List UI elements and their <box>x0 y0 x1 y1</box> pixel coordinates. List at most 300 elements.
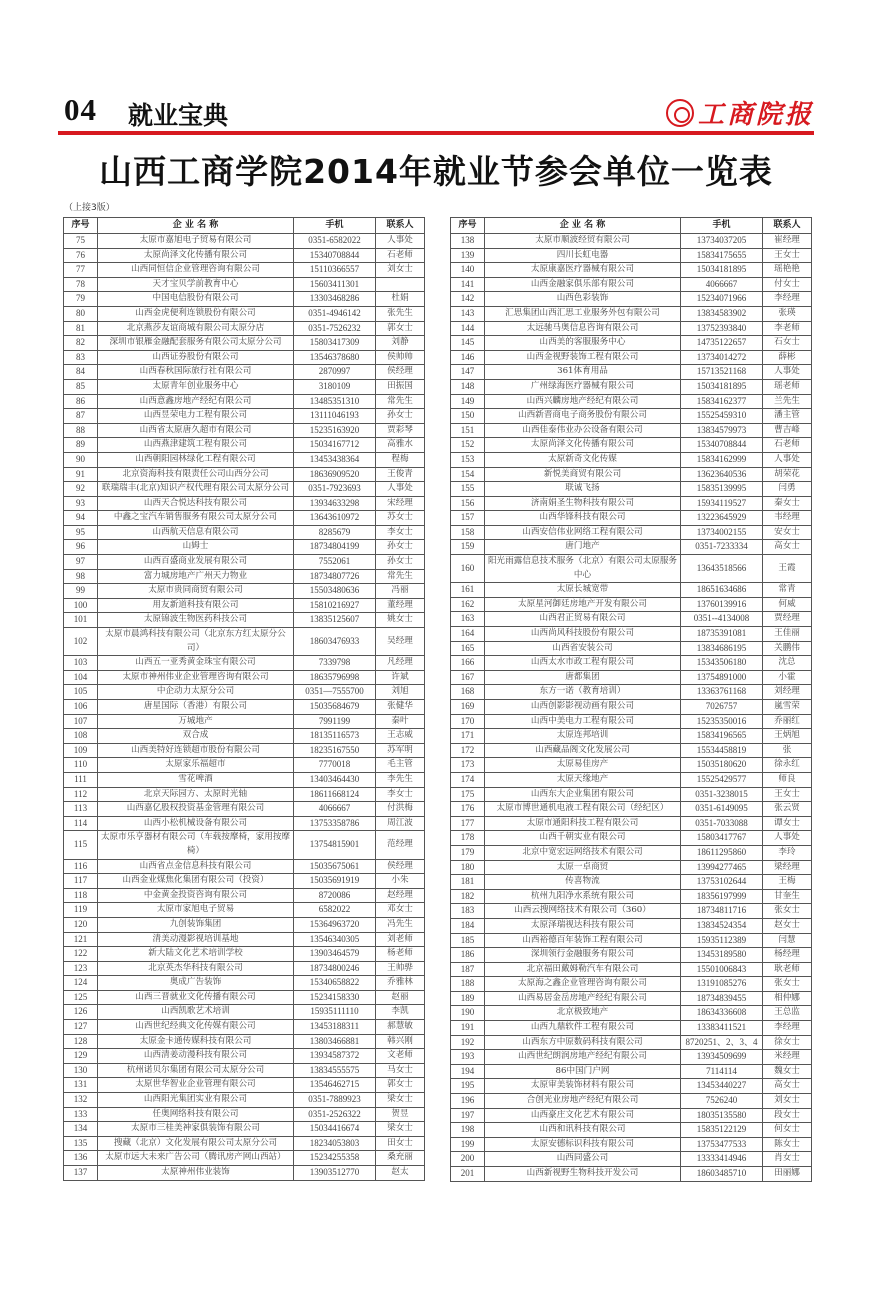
company-name: 山西燕津建筑工程有限公司 <box>98 438 294 453</box>
company-name: 太原泽瑞视达科技有限公司 <box>485 918 681 933</box>
phone-number: 15035180620 <box>681 758 763 773</box>
company-name: 山西世纪朗润房地产经纪有限公司 <box>485 1050 681 1065</box>
row-number: 191 <box>451 1021 485 1036</box>
table-row <box>64 917 425 932</box>
company-name: 山西世纪经典文化传媒有限公司 <box>98 1020 294 1035</box>
company-name: 太原市神州伟业企业管理咨询有限公司 <box>98 670 294 685</box>
contact-person: 宋经理 <box>376 496 425 511</box>
table-row <box>451 597 812 612</box>
table-row <box>64 423 425 438</box>
contact-person: 张瑛 <box>763 306 812 321</box>
row-number: 79 <box>64 292 98 307</box>
table-row <box>451 948 812 963</box>
col-header-phone: 手机 <box>681 218 763 234</box>
contact-person: 张云贤 <box>763 802 812 817</box>
company-name: 山西豪庄文化艺术有限公司 <box>485 1108 681 1123</box>
company-name: 太原青年创业服务中心 <box>98 379 294 394</box>
phone-number: 18734811716 <box>681 904 763 919</box>
contact-person: 王炳旭 <box>763 729 812 744</box>
col-header-contact: 联系人 <box>763 218 812 234</box>
table-row <box>451 511 812 526</box>
table-row <box>64 467 425 482</box>
row-number: 139 <box>451 248 485 263</box>
company-name: 山西东大企业集团有限公司 <box>485 787 681 802</box>
company-name: 雪花啤酒 <box>98 772 294 787</box>
row-number: 144 <box>451 321 485 336</box>
table-row <box>64 903 425 918</box>
table-row <box>451 583 812 598</box>
table-row <box>451 452 812 467</box>
phone-number: 18734800246 <box>294 961 376 976</box>
phone-number: 18734807726 <box>294 569 376 584</box>
row-number: 107 <box>64 714 98 729</box>
contact-person: 冯先生 <box>376 917 425 932</box>
company-name: 新悦美商贸有限公司 <box>485 467 681 482</box>
col-header-no: 序号 <box>64 218 98 234</box>
table-row <box>451 787 812 802</box>
phone-number: 0351--4134008 <box>681 612 763 627</box>
phone-number: 18035135580 <box>681 1108 763 1123</box>
company-name: 北京英杰华科技有限公司 <box>98 961 294 976</box>
company-name: 山西色彩装饰 <box>485 292 681 307</box>
row-number: 187 <box>451 962 485 977</box>
row-number: 192 <box>451 1035 485 1050</box>
company-name: 太原市通阳科技工程有限公司 <box>485 816 681 831</box>
company-name: 山西东方中原数码科技有限公司 <box>485 1035 681 1050</box>
table-row <box>451 875 812 890</box>
table-row <box>451 1152 812 1167</box>
contact-person: 付女士 <box>763 277 812 292</box>
table-row <box>451 991 812 1006</box>
contact-person: 李经理 <box>763 1021 812 1036</box>
row-number: 182 <box>451 889 485 904</box>
phone-number: 13834583902 <box>681 306 763 321</box>
phone-number: 18611668124 <box>294 787 376 802</box>
contact-person: 师良 <box>763 772 812 787</box>
contact-person: 石老师 <box>376 248 425 263</box>
row-number: 161 <box>451 583 485 598</box>
table-row <box>451 918 812 933</box>
company-name: 联瑞瑞丰(北京)知识产权代理有限公司太原分公司 <box>98 482 294 497</box>
phone-number: 13803466881 <box>294 1034 376 1049</box>
contact-person: 王女士 <box>763 248 812 263</box>
contact-person: 贺昱 <box>376 1107 425 1122</box>
phone-number: 15034416674 <box>294 1122 376 1137</box>
phone-number: 15935111110 <box>294 1005 376 1020</box>
contact-person: 杨老师 <box>376 947 425 962</box>
phone-number: 0351-7233334 <box>681 540 763 555</box>
company-name: 山西金虎便利连锁股份有限公司 <box>98 306 294 321</box>
contact-person: 嵐雪荣 <box>763 700 812 715</box>
table-row <box>64 990 425 1005</box>
contact-person: 姚女士 <box>376 613 425 628</box>
contact-person: 人事处 <box>376 234 425 249</box>
phone-number: 15034167712 <box>294 438 376 453</box>
phone-number: 13752393840 <box>681 321 763 336</box>
phone-number: 15525429577 <box>681 772 763 787</box>
row-number: 149 <box>451 394 485 409</box>
row-number: 93 <box>64 496 98 511</box>
company-name: 山西朝阳园林绿化工程有限公司 <box>98 452 294 467</box>
row-number: 128 <box>64 1034 98 1049</box>
company-name: 太原家乐福超市 <box>98 758 294 773</box>
contact-person: 李经理 <box>763 292 812 307</box>
company-name: 东方一诺（教育培训） <box>485 685 681 700</box>
contact-person: 杜娟 <box>376 292 425 307</box>
company-name: 山西佳泰伟业办公设备有限公司 <box>485 423 681 438</box>
row-number: 199 <box>451 1137 485 1152</box>
company-name: 山西五一亚秀黄金珠宝有限公司 <box>98 656 294 671</box>
company-name: 北京天际园方、太原时光轴 <box>98 787 294 802</box>
contact-person: 文老师 <box>376 1049 425 1064</box>
company-name: 山西易居金岳房地产经纪有限公司 <box>485 991 681 1006</box>
table-row <box>64 628 425 656</box>
contact-person: 关鹏伟 <box>763 641 812 656</box>
phone-number: 0351-3238015 <box>681 787 763 802</box>
contact-person: 李女士 <box>376 525 425 540</box>
table-row <box>451 292 812 307</box>
company-name: 太原尚泽文化传播有限公司 <box>98 248 294 263</box>
row-number: 121 <box>64 932 98 947</box>
phone-number: 18611295860 <box>681 845 763 860</box>
page-number: 04 <box>64 92 97 127</box>
row-number: 158 <box>451 525 485 540</box>
phone-number: 13835125607 <box>294 613 376 628</box>
phone-number: 13754891000 <box>681 670 763 685</box>
row-number: 86 <box>64 394 98 409</box>
phone-number: 13333414946 <box>681 1152 763 1167</box>
table-row <box>64 248 425 263</box>
company-name: 奥成广告装饰 <box>98 976 294 991</box>
row-number: 168 <box>451 685 485 700</box>
table-row <box>451 379 812 394</box>
row-number: 133 <box>64 1107 98 1122</box>
contact-person: 侯帅帅 <box>376 350 425 365</box>
company-name: 中鑫之宝汽车销售服务有限公司太原分公司 <box>98 511 294 526</box>
row-number: 111 <box>64 772 98 787</box>
contact-person: 耿老师 <box>763 962 812 977</box>
row-number: 195 <box>451 1079 485 1094</box>
table-row <box>64 656 425 671</box>
contact-person: 秦女士 <box>763 496 812 511</box>
company-name: 山西昱荣电力工程有限公司 <box>98 409 294 424</box>
company-name: 山西九鼎软件工程有限公司 <box>485 1021 681 1036</box>
contact-person: 刘女士 <box>763 1094 812 1109</box>
phone-number: 15501006843 <box>681 962 763 977</box>
contact-person: 郭女士 <box>376 321 425 336</box>
table-row <box>451 394 812 409</box>
contact-person: 何女士 <box>763 1123 812 1138</box>
contact-person: 吴经理 <box>376 628 425 656</box>
phone-number: 13934587372 <box>294 1049 376 1064</box>
row-number: 174 <box>451 772 485 787</box>
phone-number: 15235350016 <box>681 714 763 729</box>
contact-person: 张女士 <box>763 977 812 992</box>
phone-number: 15343506180 <box>681 656 763 671</box>
phone-number: 8720086 <box>294 888 376 903</box>
contact-person <box>376 277 425 292</box>
phone-number: 15834175655 <box>681 248 763 263</box>
phone-number: 7114114 <box>681 1064 763 1079</box>
phone-number: 15234255358 <box>294 1151 376 1166</box>
table-row <box>451 1108 812 1123</box>
row-number: 178 <box>451 831 485 846</box>
contact-person: 高女士 <box>763 540 812 555</box>
company-name: 北京资海科技有限责任公司山西分公司 <box>98 467 294 482</box>
table-row <box>64 947 425 962</box>
contact-person: 毛主管 <box>376 758 425 773</box>
company-name: 山西千朝实业有限公司 <box>485 831 681 846</box>
table-row <box>451 350 812 365</box>
phone-number: 13191085276 <box>681 977 763 992</box>
row-number: 81 <box>64 321 98 336</box>
table-row <box>451 540 812 555</box>
contact-person: 刘静 <box>376 336 425 351</box>
company-name: 深圳市银雁金融配套服务有限公司太原分公司 <box>98 336 294 351</box>
phone-number: 13834555575 <box>294 1063 376 1078</box>
row-number: 84 <box>64 365 98 380</box>
row-number: 172 <box>451 743 485 758</box>
phone-number: 18636909520 <box>294 467 376 482</box>
phone-number: 7991199 <box>294 714 376 729</box>
row-number: 87 <box>64 409 98 424</box>
contact-person: 段女士 <box>763 1108 812 1123</box>
contact-person: 乔丽红 <box>763 714 812 729</box>
newspaper-logo <box>666 94 814 131</box>
phone-number: 15525459310 <box>681 409 763 424</box>
contact-person: 张先生 <box>376 306 425 321</box>
contact-person: 曹吉峰 <box>763 423 812 438</box>
logo-text: 工商院报 <box>697 100 814 130</box>
contact-person: 薛彬 <box>763 350 812 365</box>
company-name: 太原神州伟业装饰 <box>98 1166 294 1181</box>
row-number: 88 <box>64 423 98 438</box>
row-number: 92 <box>64 482 98 497</box>
company-name: 山西阳光集团实业有限公司 <box>98 1093 294 1108</box>
col-header-name: 企 业 名 称 <box>485 218 681 234</box>
phone-number: 13111046193 <box>294 409 376 424</box>
contact-person: 人事处 <box>763 365 812 380</box>
phone-number: 15534458819 <box>681 743 763 758</box>
row-number: 175 <box>451 787 485 802</box>
table-row <box>64 1093 425 1108</box>
row-number: 164 <box>451 627 485 642</box>
contact-person: 郭女士 <box>376 1078 425 1093</box>
company-name: 山西君正贸易有限公司 <box>485 612 681 627</box>
row-number: 135 <box>64 1136 98 1151</box>
table-row <box>64 859 425 874</box>
row-number: 103 <box>64 656 98 671</box>
table-row <box>451 496 812 511</box>
row-number: 163 <box>451 612 485 627</box>
col-header-name: 企 业 名 称 <box>98 218 294 234</box>
phone-number: 15834162377 <box>681 394 763 409</box>
contact-person: 闫慧 <box>763 933 812 948</box>
phone-number: 18735391081 <box>681 627 763 642</box>
phone-number: 13753102644 <box>681 875 763 890</box>
table-row <box>64 555 425 570</box>
table-row <box>451 685 812 700</box>
row-number: 115 <box>64 831 98 859</box>
phone-number: 13834579973 <box>681 423 763 438</box>
phone-number: 13734037205 <box>681 234 763 249</box>
phone-number: 15234158330 <box>294 990 376 1005</box>
row-number: 197 <box>451 1108 485 1123</box>
company-name: 太原新奇文化传媒 <box>485 452 681 467</box>
table-row <box>64 263 425 278</box>
table-row <box>451 1050 812 1065</box>
table-row <box>451 1079 812 1094</box>
row-number: 183 <box>451 904 485 919</box>
table-row <box>64 816 425 831</box>
row-number: 193 <box>451 1050 485 1065</box>
contact-person: 梁经理 <box>763 860 812 875</box>
row-number: 141 <box>451 277 485 292</box>
phone-number: 15234071966 <box>681 292 763 307</box>
table-row <box>64 772 425 787</box>
row-number: 150 <box>451 409 485 424</box>
company-name: 万城地产 <box>98 714 294 729</box>
company-name: 太原市远大未来广告公司（腾讯房产网山西站） <box>98 1151 294 1166</box>
company-name: 山西省太原唐久超市有限公司 <box>98 423 294 438</box>
contact-person: 小霍 <box>763 670 812 685</box>
table-row <box>64 234 425 249</box>
table-row <box>64 569 425 584</box>
company-name: 山西尚风科技股份有限公司 <box>485 627 681 642</box>
company-name: 山西百盛商业发展有限公司 <box>98 555 294 570</box>
company-name: 山西兴麟房地产经纪有限公司 <box>485 394 681 409</box>
phone-number: 13223645929 <box>681 511 763 526</box>
table-row <box>451 904 812 919</box>
row-number: 169 <box>451 700 485 715</box>
company-name: 山西三晋就业文化传播有限公司 <box>98 990 294 1005</box>
table-row <box>64 1063 425 1078</box>
company-name: 唐门地产 <box>485 540 681 555</box>
table-row <box>64 1151 425 1166</box>
company-name: 山西金视野装饰工程有限公司 <box>485 350 681 365</box>
row-number: 143 <box>451 306 485 321</box>
phone-number: 13546340305 <box>294 932 376 947</box>
table-row <box>451 1006 812 1021</box>
contact-person: 王佳丽 <box>763 627 812 642</box>
row-number: 155 <box>451 482 485 497</box>
table-row <box>64 306 425 321</box>
contact-person: 侯经理 <box>376 859 425 874</box>
company-name: 太原连邦培训 <box>485 729 681 744</box>
phone-number: 8285679 <box>294 525 376 540</box>
row-number: 78 <box>64 277 98 292</box>
row-number: 134 <box>64 1122 98 1137</box>
table-row <box>64 438 425 453</box>
phone-number: 13734014272 <box>681 350 763 365</box>
phone-number: 14735122657 <box>681 336 763 351</box>
contact-person: 李凯 <box>376 1005 425 1020</box>
company-name: 太原尚泽文化传播有限公司 <box>485 438 681 453</box>
contact-person: 甘奎生 <box>763 889 812 904</box>
phone-number: 15340658822 <box>294 976 376 991</box>
company-name: 山西藏品阁文化发展公司 <box>485 743 681 758</box>
phone-number: 13994277465 <box>681 860 763 875</box>
contact-person: 刘老师 <box>376 932 425 947</box>
company-name: 山西华锋科技有限公司 <box>485 511 681 526</box>
phone-number: 15835139995 <box>681 482 763 497</box>
table-row <box>451 1035 812 1050</box>
phone-number: 13453440227 <box>681 1079 763 1094</box>
row-number: 159 <box>451 540 485 555</box>
phone-number: 15035675061 <box>294 859 376 874</box>
phone-number: 13363761168 <box>681 685 763 700</box>
phone-number: 15935112389 <box>681 933 763 948</box>
row-number: 102 <box>64 628 98 656</box>
contact-person: 常先生 <box>376 394 425 409</box>
contact-person: 高雅水 <box>376 438 425 453</box>
phone-number: 18651634686 <box>681 583 763 598</box>
table-row <box>451 816 812 831</box>
company-name: 86中国门户网 <box>485 1064 681 1079</box>
table-row <box>451 234 812 249</box>
row-number: 94 <box>64 511 98 526</box>
company-name: 太原长城宽带 <box>485 583 681 598</box>
left-table <box>63 217 425 1181</box>
contact-person: 石女士 <box>763 336 812 351</box>
phone-number: 13934633298 <box>294 496 376 511</box>
row-number: 131 <box>64 1078 98 1093</box>
row-number: 105 <box>64 685 98 700</box>
phone-number: 13753477533 <box>681 1137 763 1152</box>
company-name: 合创光业房地产经纪有限公司 <box>485 1094 681 1109</box>
table-row <box>64 976 425 991</box>
table-row <box>64 336 425 351</box>
row-number: 140 <box>451 263 485 278</box>
phone-number: 4066667 <box>294 802 376 817</box>
row-number: 179 <box>451 845 485 860</box>
company-name: 山西太水市政工程有限公司 <box>485 656 681 671</box>
row-number: 142 <box>451 292 485 307</box>
row-number: 106 <box>64 700 98 715</box>
row-number: 77 <box>64 263 98 278</box>
row-number: 152 <box>451 438 485 453</box>
contact-person: 邓女士 <box>376 903 425 918</box>
table-row <box>451 802 812 817</box>
company-name: 山西美的客服服务中心 <box>485 336 681 351</box>
phone-number: 15235163920 <box>294 423 376 438</box>
row-number: 80 <box>64 306 98 321</box>
row-number: 89 <box>64 438 98 453</box>
table-row <box>64 584 425 599</box>
contact-person: 谭女士 <box>763 816 812 831</box>
row-number: 136 <box>64 1151 98 1166</box>
company-name: 山西和讯科技有限公司 <box>485 1123 681 1138</box>
table-row <box>64 831 425 859</box>
row-number: 108 <box>64 729 98 744</box>
company-name: 山西天合悦达科技有限公司 <box>98 496 294 511</box>
contact-person: 梁女士 <box>376 1122 425 1137</box>
phone-number: 15503480636 <box>294 584 376 599</box>
contact-person: 田丽娜 <box>763 1167 812 1182</box>
contact-person: 李先生 <box>376 772 425 787</box>
phone-number: 0351-7923693 <box>294 482 376 497</box>
phone-number: 0351-7889923 <box>294 1093 376 1108</box>
company-name: 山西中美电力工程有限公司 <box>485 714 681 729</box>
company-name: 山西证券股份有限公司 <box>98 350 294 365</box>
contact-person: 侯经理 <box>376 365 425 380</box>
table-row <box>64 292 425 307</box>
row-number: 181 <box>451 875 485 890</box>
row-number: 100 <box>64 598 98 613</box>
contact-person: 王俊青 <box>376 467 425 482</box>
phone-number: 13485351310 <box>294 394 376 409</box>
row-number: 190 <box>451 1006 485 1021</box>
